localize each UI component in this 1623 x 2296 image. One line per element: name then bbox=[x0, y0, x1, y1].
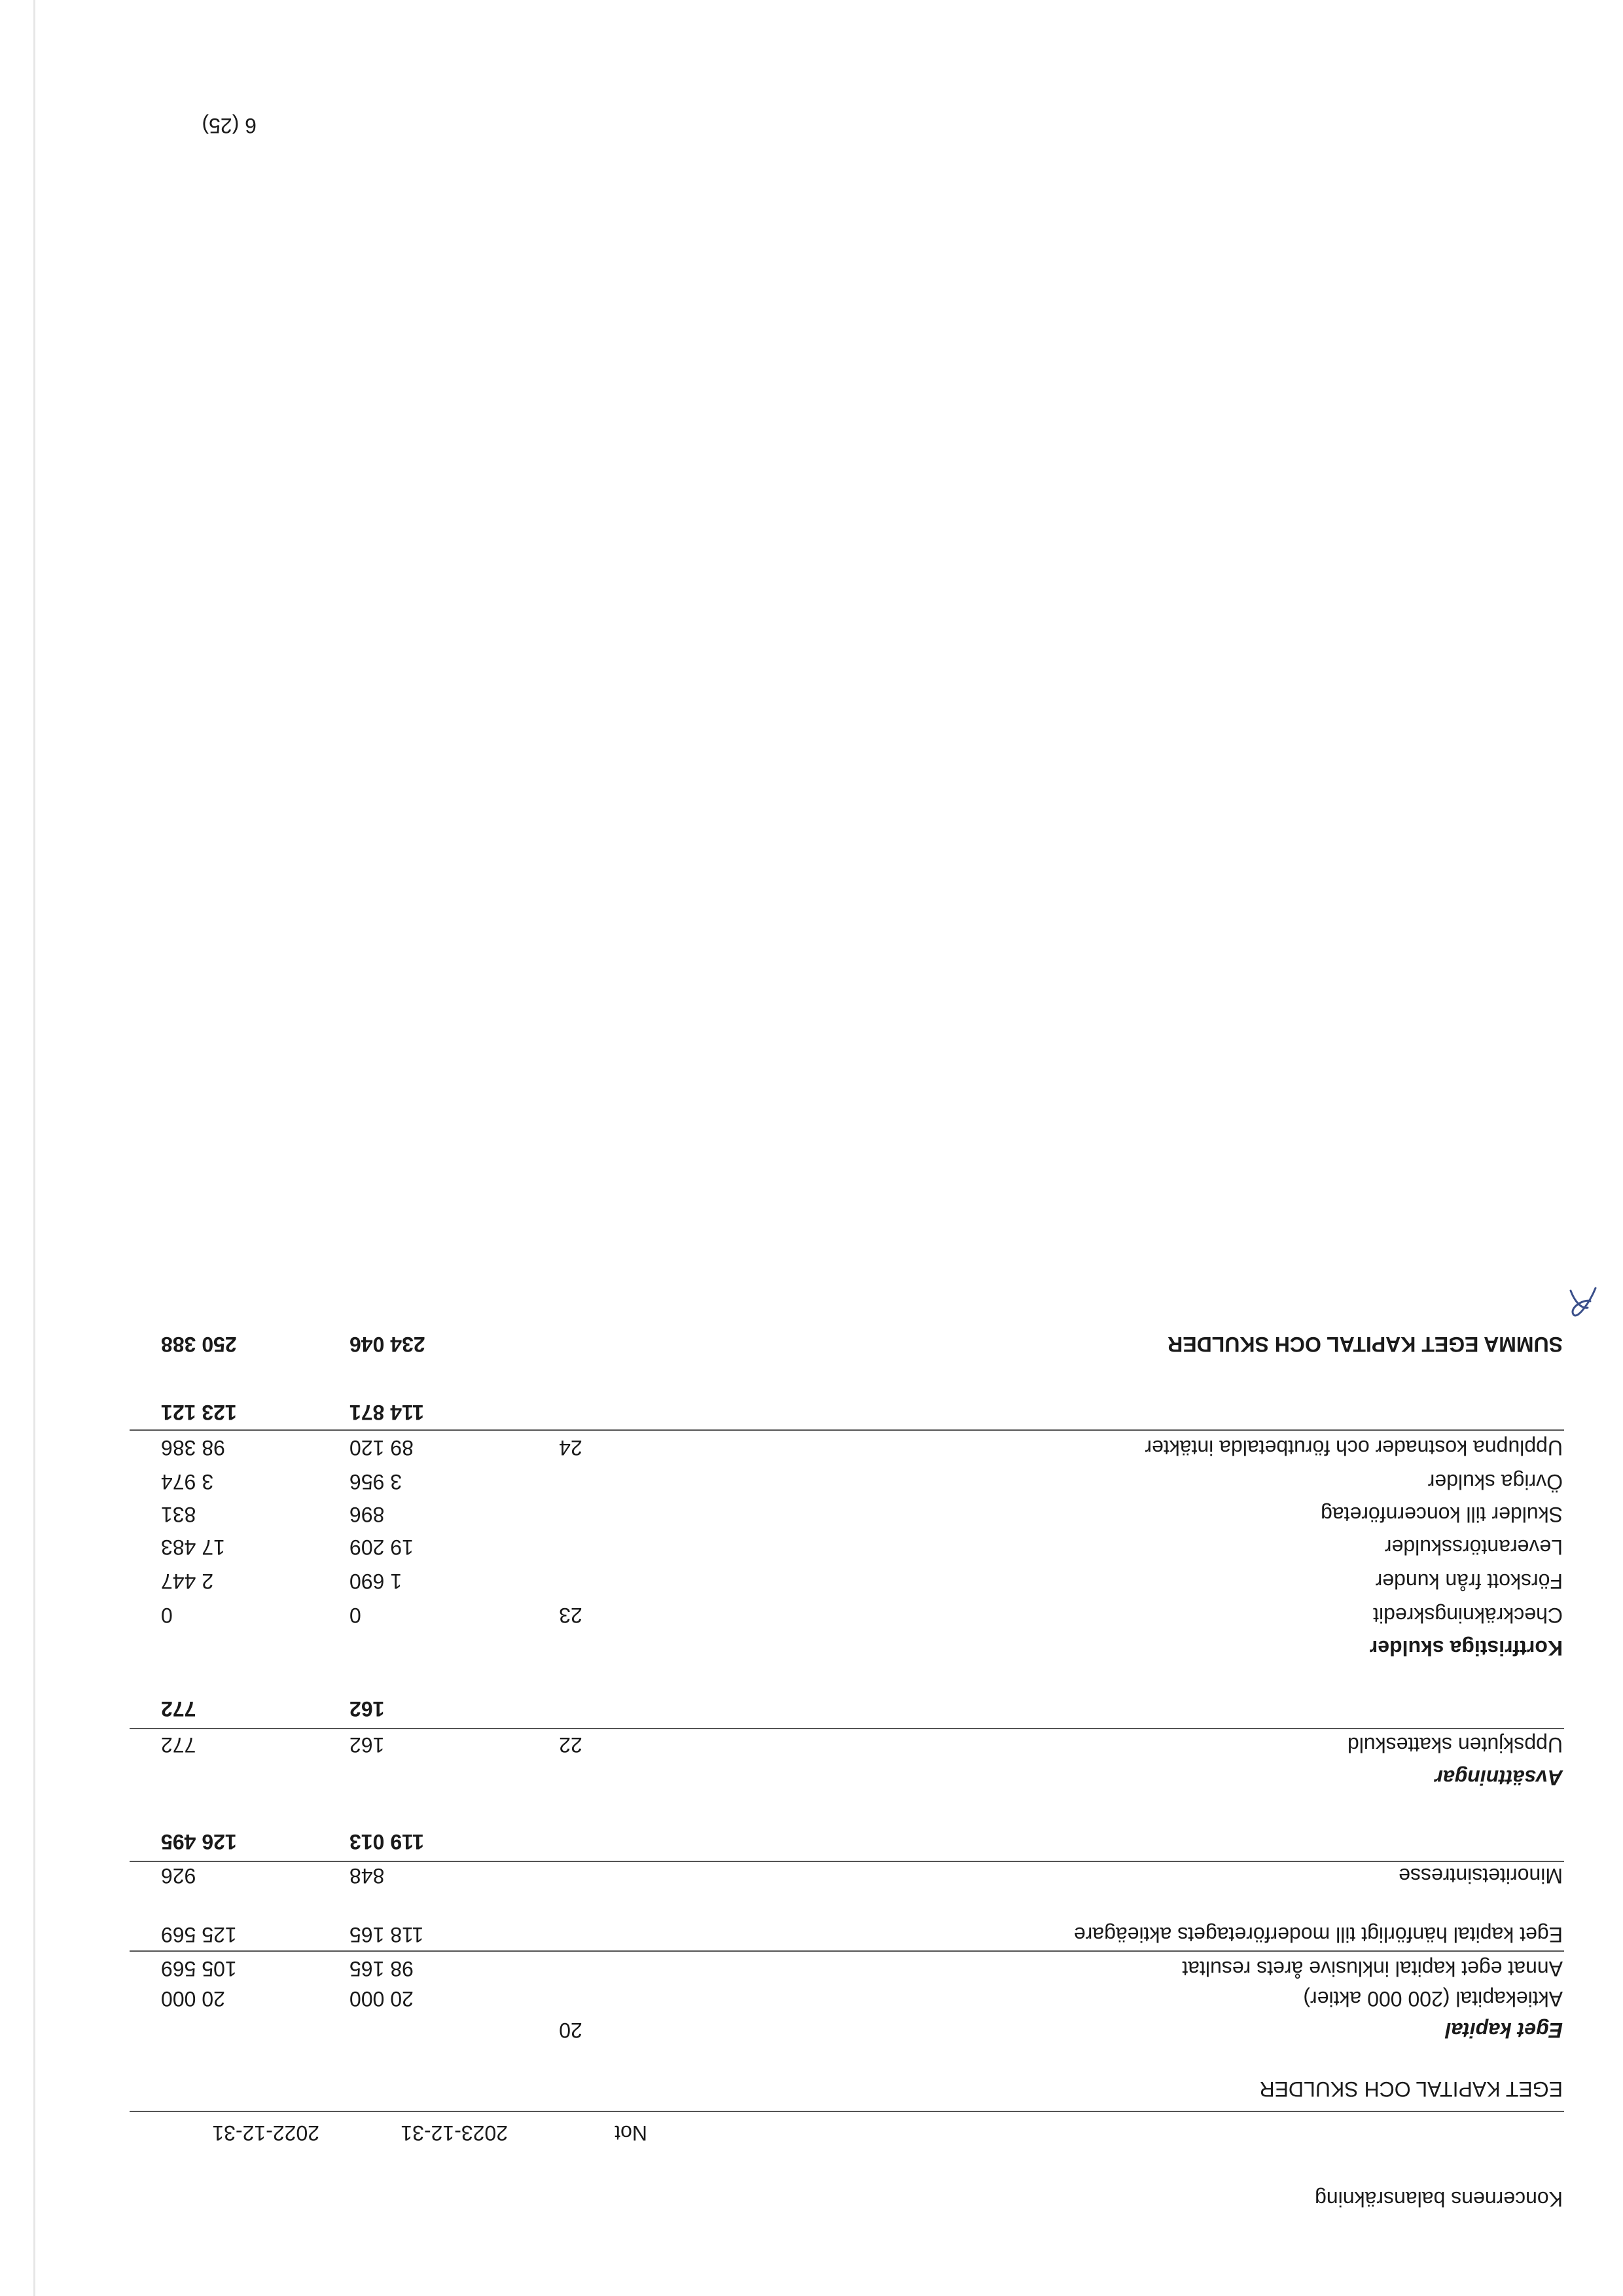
value-2022: 926 bbox=[161, 1864, 196, 1888]
section-heading: EGET KAPITAL OCH SKULDER bbox=[1259, 2077, 1563, 2101]
total-2022: 123 121 bbox=[161, 1401, 237, 1424]
total-2022: 772 bbox=[161, 1697, 196, 1721]
value-2022: 2 447 bbox=[161, 1570, 214, 1593]
table-row bbox=[130, 1601, 1563, 1630]
note-ref: 20 bbox=[559, 2018, 582, 2042]
total-2023: 162 bbox=[349, 1697, 385, 1721]
row-label: Eget kapital hänförligt till moderföretagets aktieägare bbox=[1073, 1923, 1563, 1946]
value-2023: 162 bbox=[349, 1733, 385, 1757]
table-row bbox=[130, 1861, 1563, 1890]
value-2023: 20 000 bbox=[349, 1987, 414, 2011]
header-rule bbox=[130, 2111, 1564, 2112]
table-row bbox=[130, 1954, 1563, 1983]
group-heading-row bbox=[130, 1763, 1563, 1792]
value-2022: 3 974 bbox=[161, 1470, 214, 1494]
total-2022: 126 495 bbox=[161, 1830, 237, 1854]
value-2023: 896 bbox=[349, 1503, 385, 1526]
group-heading-row bbox=[130, 2016, 1563, 2045]
value-2022: 17 483 bbox=[161, 1535, 225, 1559]
row-label: Leverantörsskulder bbox=[1384, 1535, 1563, 1559]
table-row bbox=[130, 1467, 1563, 1496]
value-2022: 125 569 bbox=[161, 1923, 237, 1946]
row-label: Annat eget kapital inklusive årets resultat bbox=[1182, 1957, 1563, 1981]
grand-total-2023: 234 046 bbox=[349, 1333, 425, 1356]
value-2023: 848 bbox=[349, 1864, 385, 1888]
page-title: Koncernens balansräkning bbox=[1315, 2187, 1563, 2211]
table-row bbox=[130, 1567, 1563, 1596]
group-heading-avsattningar: Avsättningar bbox=[1435, 1766, 1563, 1789]
value-2022: 0 bbox=[161, 1604, 173, 1627]
table-row bbox=[130, 1533, 1563, 1562]
note-ref: 24 bbox=[559, 1436, 582, 1460]
value-2023: 0 bbox=[349, 1604, 361, 1627]
column-header-2023: 2023-12-31 bbox=[401, 2121, 508, 2145]
value-2023: 98 165 bbox=[349, 1957, 414, 1981]
note-ref: 23 bbox=[559, 1604, 582, 1627]
row-label: Förskott från kunder bbox=[1375, 1570, 1563, 1593]
group-heading-row bbox=[130, 1634, 1563, 1662]
group-heading-kortfristiga: Kortfristiga skulder bbox=[1369, 1636, 1563, 1660]
value-2023: 1 690 bbox=[349, 1570, 402, 1593]
total-2023: 119 013 bbox=[349, 1830, 424, 1854]
total-row bbox=[130, 1827, 1563, 1856]
total-2023: 114 871 bbox=[349, 1401, 424, 1424]
value-2022: 98 386 bbox=[161, 1436, 225, 1460]
grand-total-2022: 250 388 bbox=[161, 1333, 237, 1356]
section-heading-row bbox=[130, 2075, 1563, 2104]
row-label: Uppskjuten skatteskuld bbox=[1347, 1733, 1563, 1757]
total-rule bbox=[130, 1728, 1564, 1729]
table-row bbox=[130, 1500, 1563, 1529]
value-2022: 20 000 bbox=[161, 1987, 225, 2011]
value-2022: 831 bbox=[161, 1503, 196, 1526]
handwritten-initial-mark bbox=[1564, 1282, 1603, 1327]
note-ref: 22 bbox=[559, 1733, 582, 1757]
subtotal-rule bbox=[130, 1950, 1564, 1952]
total-row bbox=[130, 1695, 1563, 1723]
table-row bbox=[130, 1984, 1563, 2013]
total-row bbox=[130, 1398, 1563, 1427]
grand-total-label: SUMMA EGET KAPITAL OCH SKULDER bbox=[1168, 1333, 1563, 1356]
row-label: Aktiekapital (200 000 aktier) bbox=[1303, 1987, 1563, 2011]
total-rule bbox=[130, 1861, 1564, 1862]
value-2023: 89 120 bbox=[349, 1436, 414, 1460]
total-rule bbox=[130, 1429, 1564, 1431]
page-number: 6 (25) bbox=[202, 114, 257, 137]
row-label: Checkräkningskredit bbox=[1373, 1604, 1563, 1627]
grand-total-row bbox=[130, 1330, 1563, 1359]
value-2023: 19 209 bbox=[349, 1535, 414, 1559]
row-label: Upplupna kostnader och förutbetalda intäkter bbox=[1145, 1436, 1563, 1460]
table-row bbox=[130, 1920, 1563, 1949]
group-heading-eget-kapital: Eget kapital bbox=[1445, 2018, 1563, 2042]
table-row bbox=[130, 1433, 1563, 1462]
value-2022: 772 bbox=[161, 1733, 196, 1757]
column-header-2022: 2022-12-31 bbox=[212, 2121, 319, 2145]
row-label: Minoritetsintresse bbox=[1399, 1864, 1563, 1888]
value-2023: 118 165 bbox=[349, 1923, 424, 1946]
binding-edge bbox=[33, 0, 35, 2296]
value-2022: 105 569 bbox=[161, 1957, 237, 1981]
row-label: Övriga skulder bbox=[1427, 1470, 1563, 1494]
value-2023: 3 956 bbox=[349, 1470, 402, 1494]
column-header-note: Not bbox=[615, 2121, 647, 2145]
row-label: Skulder till koncernföretag bbox=[1321, 1503, 1563, 1526]
table-row bbox=[130, 1731, 1563, 1759]
